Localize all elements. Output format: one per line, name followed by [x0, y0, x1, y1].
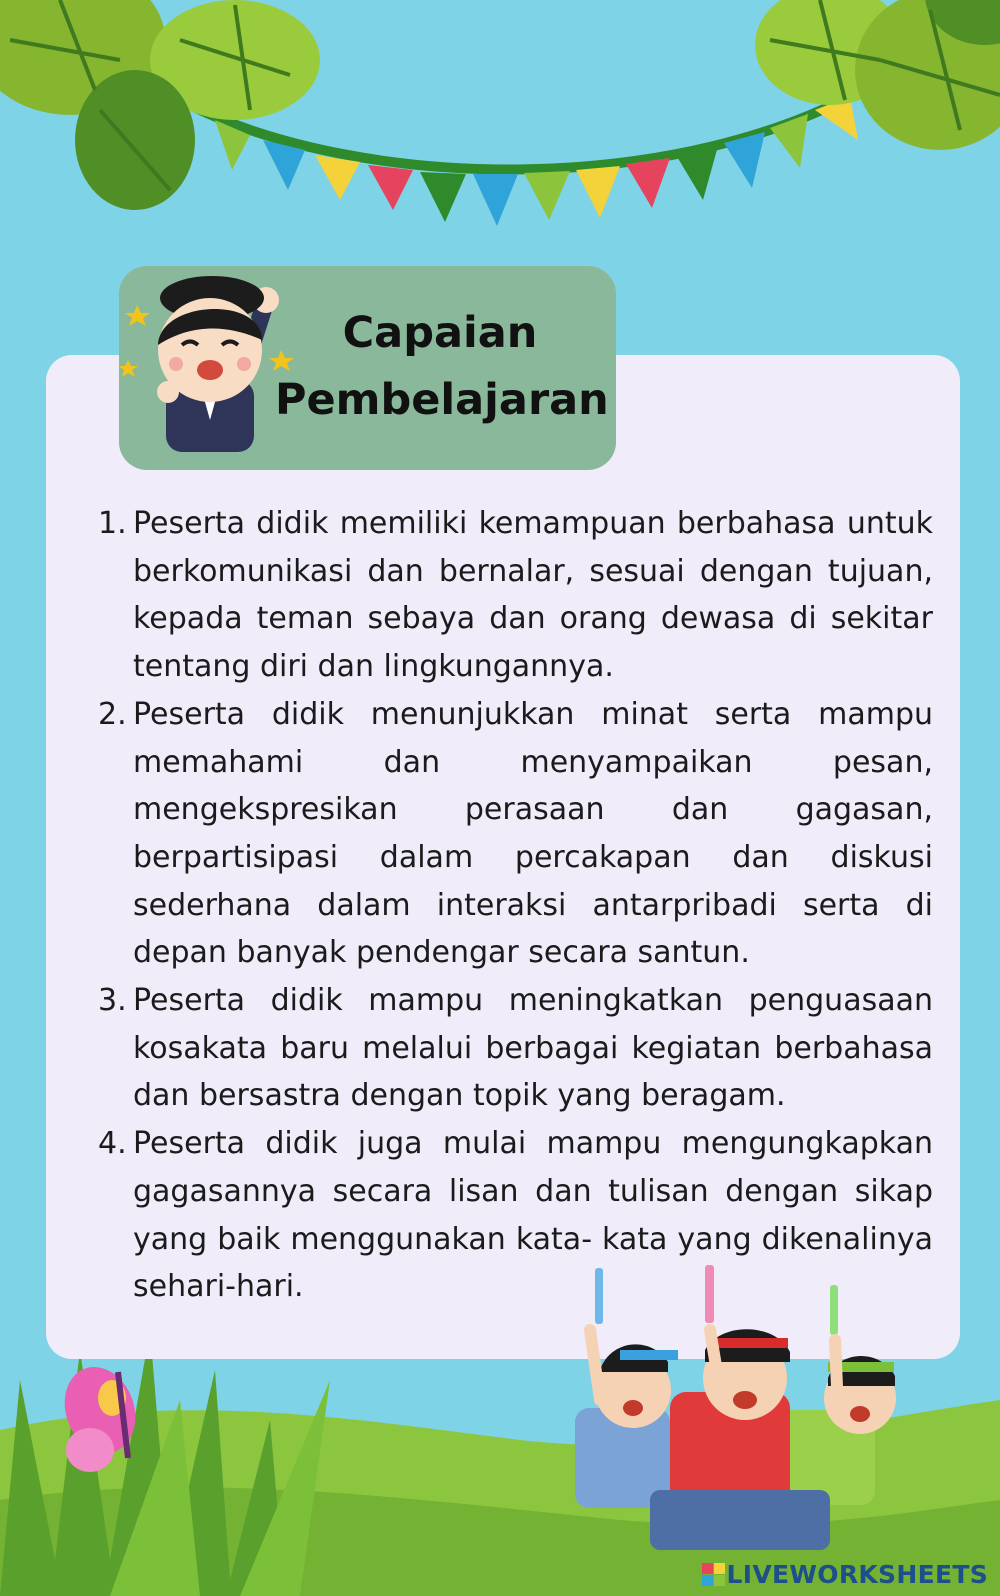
item-number: 1. [98, 506, 127, 541]
item-text: Peserta didik menunjukkan minat serta mampu memahami dan menyampaikan pesan, mengekspresikan perasaan dan gagasan, berpartisipasi dalam percakapan dan diskusi sederhana dalam interaksi antarpribadi serta di depan banyak pendengar secara santun. [133, 696, 933, 971]
item-text: Peserta didik mampu meningkatkan penguasaan kosakata baru melalui berbagai kegiatan berbahasa dan bersastra dengan topik yang beragam. [133, 983, 933, 1114]
item-number: 3. [98, 983, 127, 1019]
learning-objectives-list [98, 500, 933, 1311]
liveworksheets-logo-icon [702, 1563, 725, 1586]
item-text: Peserta didik memiliki kemampuan berbahasa untuk berkomunikasi dan bernalar, sesuai dengan tujuan, kepada teman sebaya dan orang dewasa di sekitar tentang diri dan lingkungannya. [133, 506, 933, 685]
item-number: 4. [98, 1126, 127, 1162]
list-item [98, 691, 933, 977]
list-item [98, 500, 933, 691]
title-line-1: Capaian [342, 308, 538, 358]
liveworksheets-watermark [702, 1558, 988, 1590]
list-item [98, 1120, 933, 1311]
item-number: 2. [98, 696, 127, 732]
page-title [275, 300, 609, 434]
list-item [98, 977, 933, 1120]
item-text: Peserta didik juga mulai mampu mengungkapkan gagasannya secara lisan dan tulisan dengan sikap yang baik menggunakan kata- kata yang dikenalinya sehari-hari. [133, 1126, 933, 1305]
title-line-2: Pembelajaran [275, 375, 609, 425]
watermark-text: LIVEWORKSHEETS [726, 1559, 988, 1589]
